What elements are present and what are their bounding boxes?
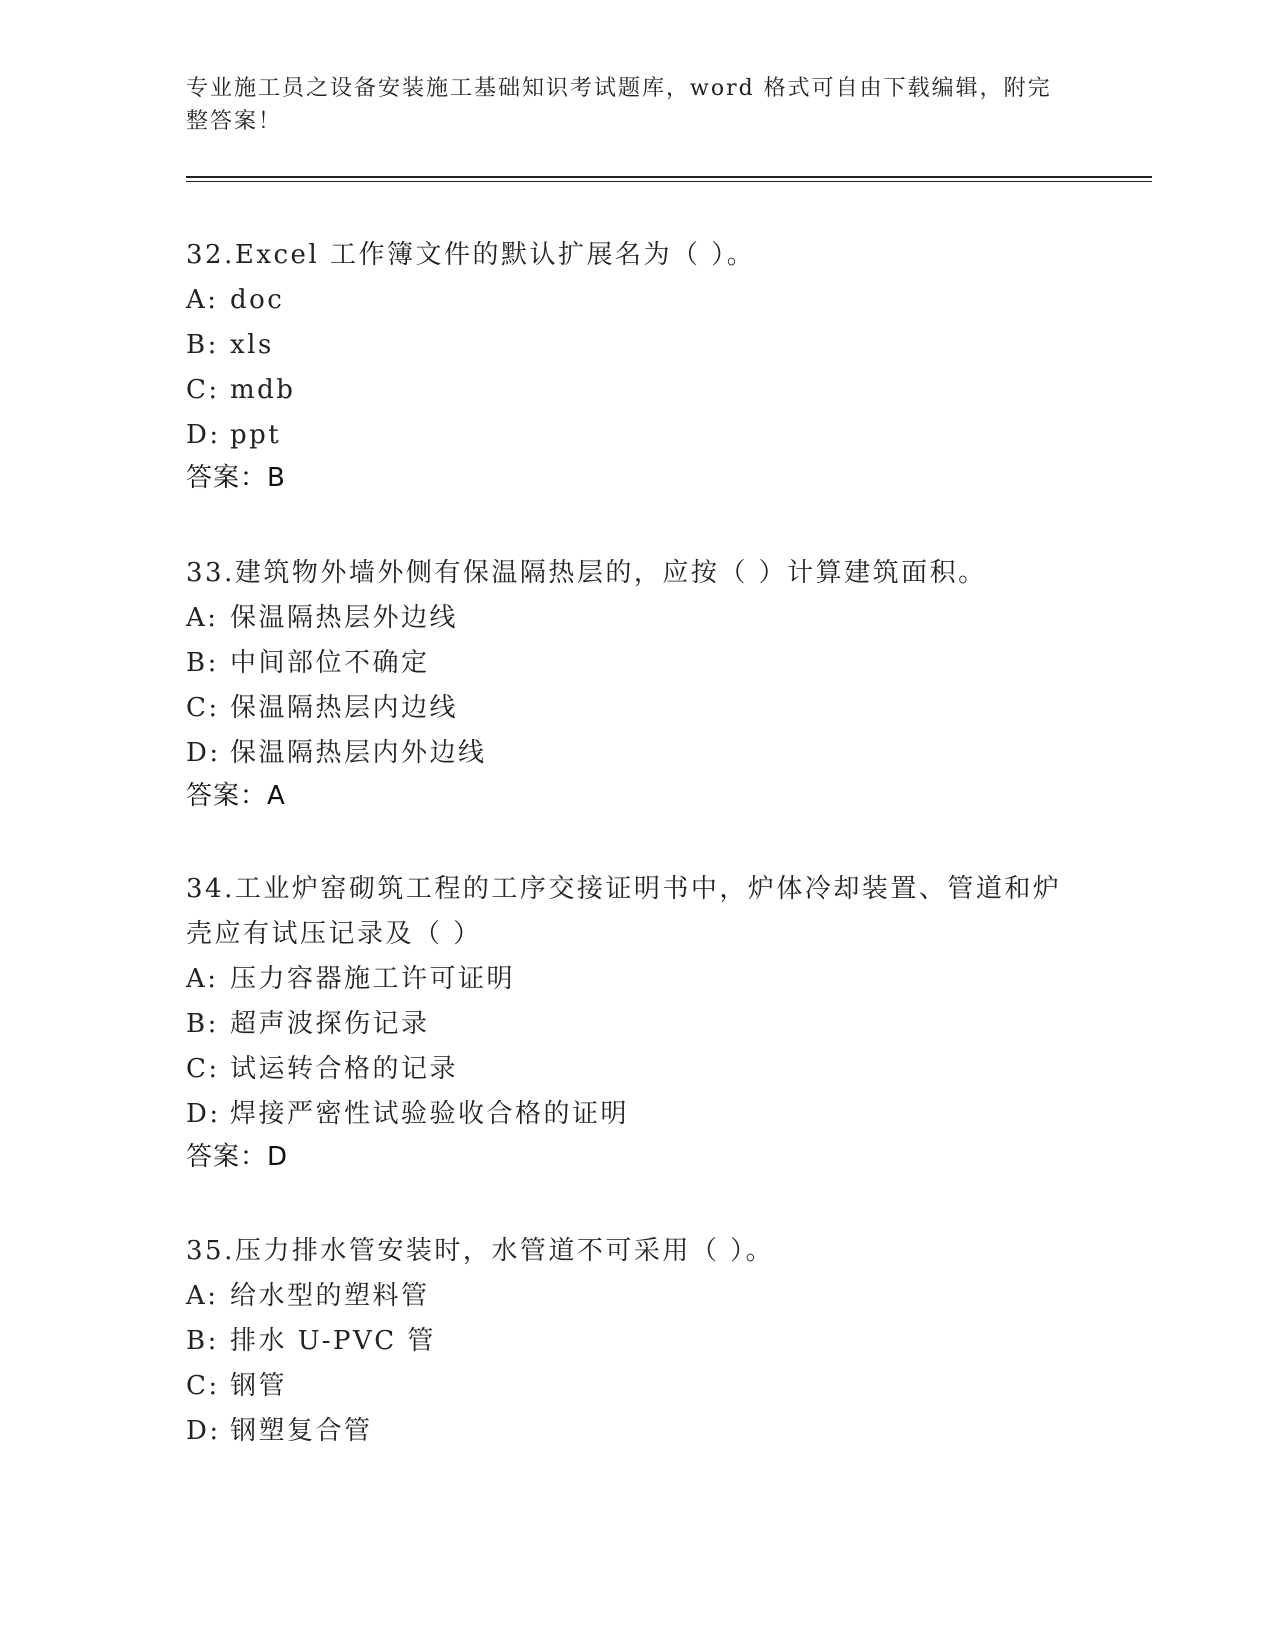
answer-line: 答案：B: [186, 463, 286, 493]
option-a: [186, 957, 1086, 1002]
answer-line: 答案：D: [186, 1142, 289, 1172]
question-35: [186, 1229, 1086, 1454]
option-a: [186, 1274, 1086, 1319]
option-d: [186, 731, 1086, 776]
option-text: xls: [230, 330, 274, 360]
option-a: [186, 278, 1086, 323]
option-text: 保温隔热层内外边线: [230, 738, 487, 768]
option-text: 排水 U-PVC 管: [230, 1326, 436, 1356]
option-text: 钢塑复合管: [230, 1416, 373, 1446]
question-33: [186, 551, 1086, 819]
question-stem: 34.工业炉窑砌筑工程的工序交接证明书中，炉体冷却装置、管道和炉壳应有试压记录及（ ）: [186, 874, 1062, 949]
question-stem: 32.Excel 工作簿文件的默认扩展名为（ ）。: [186, 240, 756, 270]
option-letter: B:: [186, 1326, 219, 1356]
option-d: [186, 413, 1086, 458]
option-b: [186, 1319, 1086, 1364]
option-text: 保温隔热层内边线: [230, 693, 459, 723]
option-d: [186, 1092, 1086, 1137]
option-text: 焊接严密性试验验收合格的证明: [230, 1099, 630, 1129]
option-b: [186, 641, 1086, 686]
option-letter: A:: [186, 285, 219, 315]
option-text: 压力容器施工许可证明: [230, 964, 516, 994]
option-text: 保温隔热层外边线: [230, 603, 459, 633]
option-text: 中间部位不确定: [230, 648, 430, 678]
question-32: [186, 233, 1086, 501]
option-text: 给水型的塑料管: [230, 1281, 430, 1311]
option-letter: A:: [186, 1281, 219, 1311]
option-letter: C:: [186, 375, 220, 405]
option-c: [186, 1047, 1086, 1092]
option-text: doc: [230, 285, 285, 315]
option-letter: D:: [186, 1099, 221, 1129]
option-letter: C:: [186, 1371, 220, 1401]
option-b: [186, 1002, 1086, 1047]
answer-line: 答案：A: [186, 781, 286, 811]
question-34: [186, 867, 1086, 1180]
option-c: [186, 1364, 1086, 1409]
document-header: 专业施工员之设备安装施工基础知识考试题库，word 格式可自由下载编辑，附完整答案！: [186, 76, 1052, 134]
option-c: [186, 686, 1086, 731]
question-stem: 35.压力排水管安装时，水管道不可采用（ ）。: [186, 1236, 775, 1266]
header-divider: [186, 176, 1152, 178]
option-b: [186, 323, 1086, 368]
question-stem: 33.建筑物外墙外侧有保温隔热层的，应按（ ）计算建筑面积。: [186, 558, 987, 588]
option-letter: D:: [186, 1416, 221, 1446]
option-a: [186, 596, 1086, 641]
option-letter: B:: [186, 330, 219, 360]
option-text: 钢管: [230, 1371, 288, 1401]
option-letter: D:: [186, 420, 221, 450]
option-text: 超声波探伤记录: [230, 1009, 430, 1039]
option-text: mdb: [230, 375, 296, 405]
option-letter: A:: [186, 964, 219, 994]
option-letter: A:: [186, 603, 219, 633]
option-letter: B:: [186, 1009, 219, 1039]
option-letter: C:: [186, 693, 220, 723]
option-text: 试运转合格的记录: [230, 1054, 459, 1084]
option-letter: D:: [186, 738, 221, 768]
header-divider-thin: [186, 181, 1152, 182]
option-text: ppt: [230, 420, 282, 450]
option-c: [186, 368, 1086, 413]
option-letter: B:: [186, 648, 219, 678]
option-d: [186, 1409, 1086, 1454]
option-letter: C:: [186, 1054, 220, 1084]
